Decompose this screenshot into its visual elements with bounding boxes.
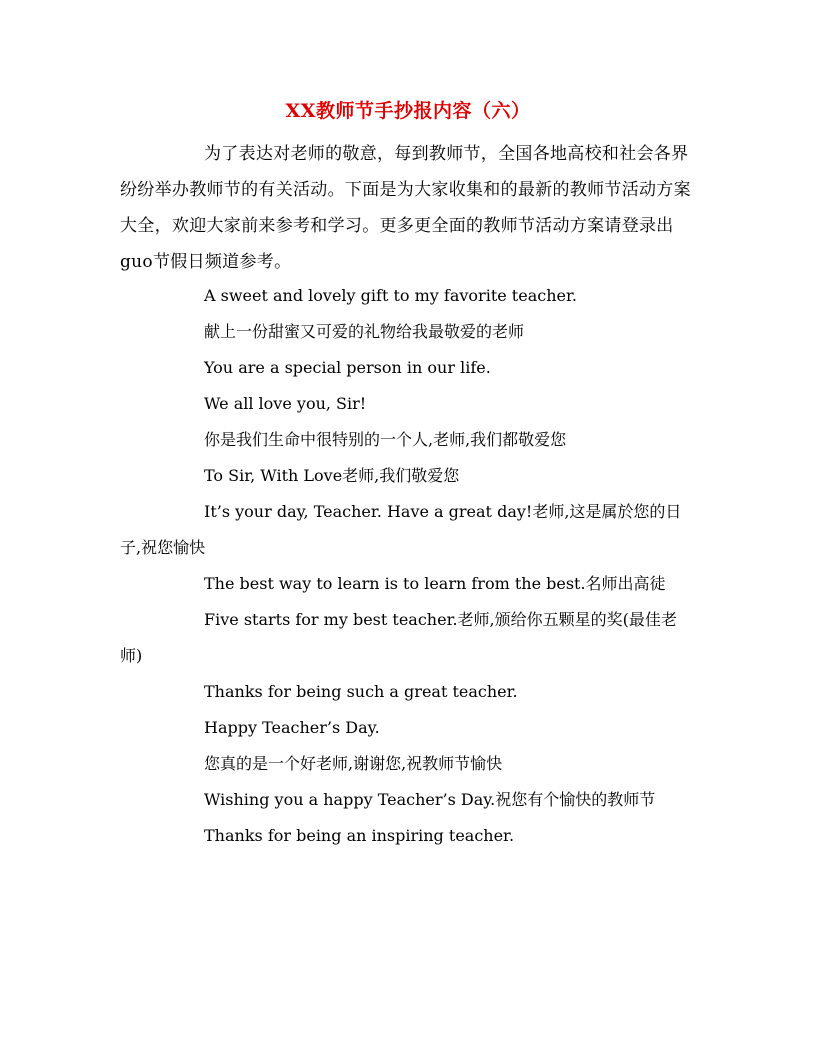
- content-line: The best way to learn is to learn from the best.名师出高徒: [204, 574, 666, 593]
- content-line: A sweet and lovely gift to my favorite teacher.: [204, 286, 577, 305]
- content-line: To Sir, With Love老师,我们敬爱您: [204, 466, 460, 485]
- content-line: Five starts for my best teacher.老师,颁给你五颗星的奖(最佳老师): [120, 610, 677, 665]
- content-line: Happy Teacher’s Day.: [204, 718, 380, 737]
- content-line: 你是我们生命中很特别的一个人,老师,我们都敬爱您: [204, 430, 567, 449]
- content-line: It’s your day, Teacher. Have a great day!老师,这是属於您的日子,祝您愉快: [120, 502, 682, 557]
- content-line: You are a special person in our life.: [204, 358, 491, 377]
- content-line: 您真的是一个好老师,谢谢您,祝教师节愉快: [204, 754, 503, 773]
- page-title: XX教师节手抄报内容（六）: [285, 100, 531, 122]
- content-line: Thanks for being such a great teacher.: [204, 682, 518, 701]
- content-line: Thanks for being an inspiring teacher.: [204, 826, 515, 845]
- content-line: Wishing you a happy Teacher’s Day.祝您有个愉快的教师节: [204, 790, 656, 809]
- content-body: [120, 278, 692, 854]
- intro-paragraph: 为了表达对老师的敬意，每到教师节，全国各地高校和社会各界纷纷举办教师节的有关活动。下面是为大家收集和的最新的教师节活动方案大全，欢迎大家前来参考和学习。更多更全面的教师节活动方案请登录出guo节假日频道参考。: [120, 144, 691, 272]
- content-line: We all love you, Sir!: [204, 394, 367, 413]
- content-line: 献上一份甜蜜又可爱的礼物给我最敬爱的老师: [204, 322, 525, 341]
